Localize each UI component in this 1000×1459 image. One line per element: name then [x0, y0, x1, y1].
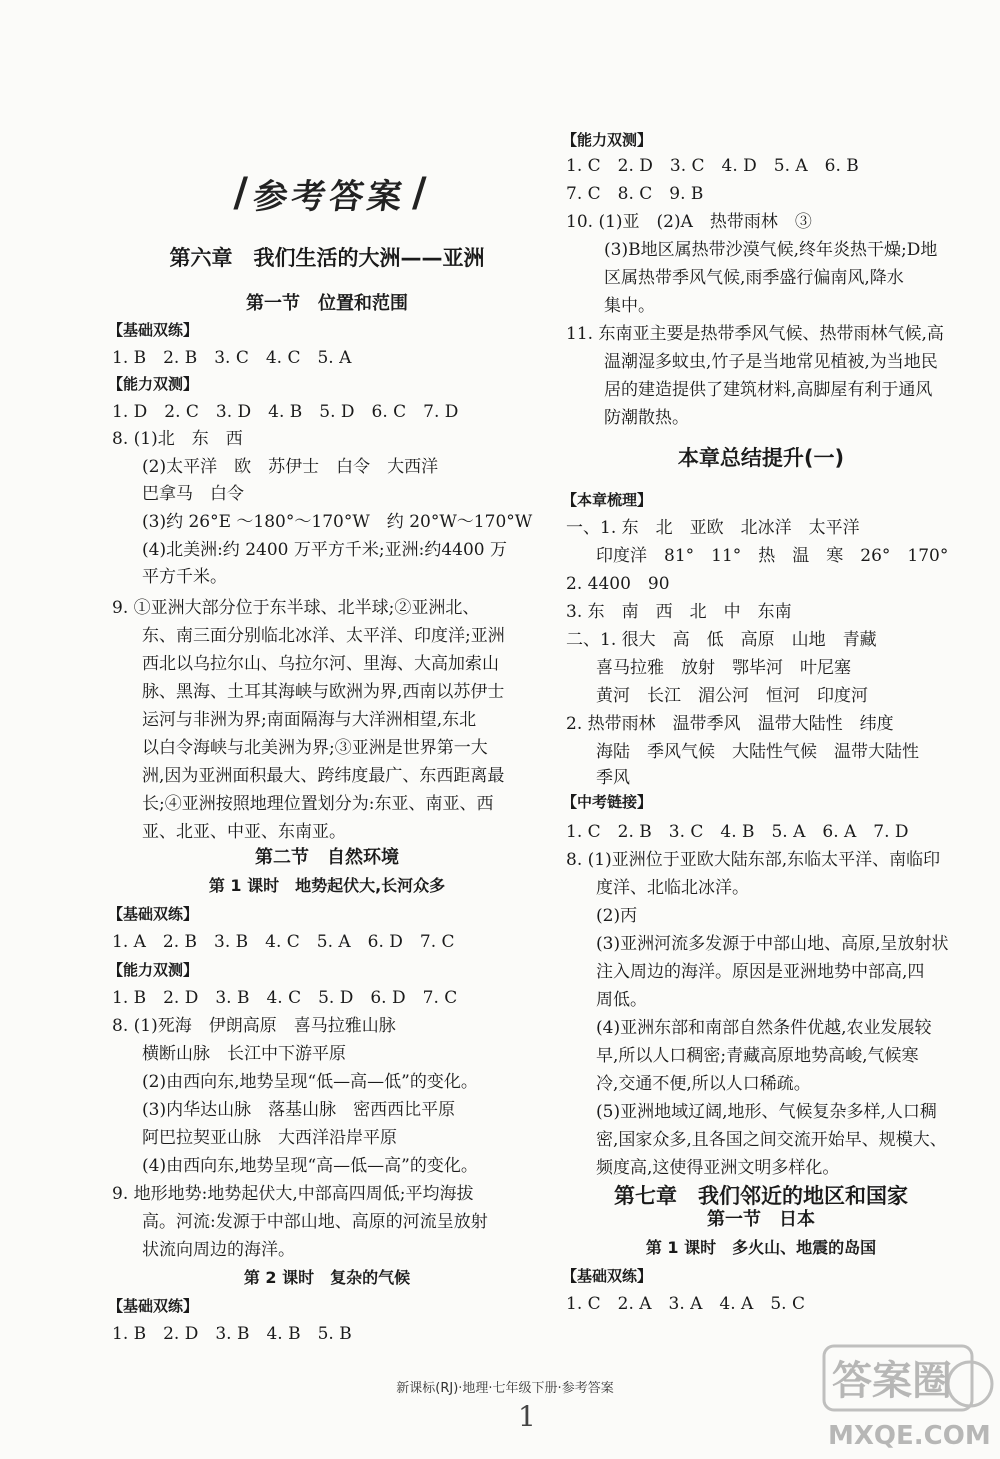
page-title: 参考答案 [250, 176, 409, 217]
answer-line: 亚、北亚、中亚、东南亚。 [142, 822, 346, 842]
answer-line: 周低。 [596, 990, 647, 1010]
answer-line: 温潮湿多蚊虫,竹子是当地常见植被,为当地民 [604, 352, 938, 372]
answer-line: 1. A 2. B 3. B 4. C 5. A 6. D 7. C [112, 932, 455, 952]
exercise-tag: 【中考链接】 [562, 793, 653, 811]
exercise-tag: 【基础双练】 [108, 321, 199, 339]
answer-line: 度洋、北临北冰洋。 [596, 878, 749, 898]
exercise-tag: 【基础双练】 [108, 905, 199, 923]
answer-line: 1. B 2. D 3. B 4. B 5. B [112, 1324, 352, 1344]
exercise-tag: 【能力双测】 [108, 961, 199, 979]
exercise-tag: 【能力双测】 [562, 131, 653, 149]
answer-line: 阿巴拉契亚山脉 大西洋沿岸平原 [142, 1128, 397, 1148]
answer-line: 防潮散热。 [604, 408, 689, 428]
lesson-heading: 第 1 课时 地势起伏大,长河众多 [208, 876, 446, 895]
answer-line: 一、1. 东 北 亚欧 北冰洋 太平洋 [566, 518, 860, 538]
answer-line: 季风 [596, 768, 630, 788]
answer-line: 2. 热带雨林 温带季风 温带大陆性 纬度 [566, 714, 894, 734]
answer-line: 横断山脉 长江中下游平原 [142, 1044, 346, 1064]
answer-line: 印度洋 81° 11° 热 温 寒 26° 170° [596, 546, 949, 566]
answer-line: (3)内华达山脉 落基山脉 密西西比平原 [142, 1100, 456, 1120]
lesson-heading: 第 1 课时 多火山、地震的岛国 [645, 1238, 877, 1257]
answer-line: 1. D 2. C 3. D 4. B 5. D 6. C 7. D [112, 402, 459, 422]
answer-line: (3)亚洲河流多发源于中部山地、高原,呈放射状 [596, 934, 949, 954]
watermark-logo-text: 答案圈 [832, 1358, 952, 1404]
answer-line: 10. (1)亚 (2)A 热带雨林 ③ [566, 212, 812, 232]
watermark-url: MXQE.COM [828, 1421, 991, 1451]
answer-line: 海陆 季风气候 大陆性气候 温带大陆性 [596, 742, 919, 762]
page-number: 1 [518, 1400, 536, 1433]
exercise-tag: 【能力双测】 [108, 375, 199, 393]
answer-line: (2)由西向东,地势呈现“低—高—低”的变化。 [142, 1072, 478, 1092]
answer-line: 二、1. 很大 高 低 高原 山地 青藏 [566, 630, 877, 650]
answer-line: 早,所以人口稠密;青藏高原地势高峻,气候寒 [596, 1046, 919, 1066]
answer-line: 以白令海峡与北美洲为界;③亚洲是世界第一大 [142, 738, 488, 758]
answer-title-banner [210, 170, 450, 216]
answer-line: (2)太平洋 欧 苏伊士 白令 大西洋 [142, 457, 439, 477]
section-heading: 第一节 位置和范围 [246, 293, 408, 314]
chapter-heading: 本章总结提升(一) [677, 446, 845, 470]
answer-line: 密,国家众多,且各国之间交流开始早、规模大、 [596, 1130, 947, 1150]
chapter-heading: 第六章 我们生活的大洲——亚洲 [169, 246, 485, 270]
answer-line: 西北以乌拉尔山、乌拉尔河、里海、大高加索山 [142, 654, 499, 674]
answer-line: 1. C 2. B 3. C 4. B 5. A 6. A 7. D [566, 822, 909, 842]
answer-line: 居的建造提供了建筑材料,高脚屋有利于通风 [604, 380, 933, 400]
title-slash-right: / [412, 170, 427, 216]
answer-line: 1. C 2. D 3. C 4. D 5. A 6. B [566, 156, 859, 176]
answer-line: (3)B地区属热带沙漠气候,终年炎热干燥;D地 [604, 240, 938, 260]
answer-line: 1. B 2. B 3. C 4. C 5. A [112, 348, 352, 368]
answer-line: 注入周边的海洋。原因是亚洲地势中部高,四 [596, 962, 925, 982]
answer-line: (4)北美洲:约 2400 万平方千米;亚洲:约4400 万 [142, 540, 508, 560]
answer-line: (2)丙 [596, 906, 638, 926]
section-heading: 第一节 日本 [707, 1209, 815, 1230]
answer-line: 喜马拉雅 放射 鄂毕河 叶尼塞 [596, 658, 851, 678]
answer-line: 冷,交通不便,所以人口稀疏。 [596, 1074, 811, 1094]
title-slash-left: / [233, 170, 248, 216]
answer-line: 2. 4400 90 [566, 574, 670, 594]
answer-line: 洲,因为亚洲面积最大、跨纬度最广、东西距离最 [142, 766, 505, 786]
answer-line: 东、南三面分别临北冰洋、太平洋、印度洋;亚洲 [142, 626, 505, 646]
answer-line: 8. (1)北 东 西 [112, 429, 243, 449]
exercise-tag: 【基础双练】 [562, 1267, 653, 1285]
answer-line: 黄河 长江 湄公河 恒河 印度河 [596, 686, 868, 706]
answer-line: (5)亚洲地域辽阔,地形、气候复杂多样,人口稠 [596, 1102, 937, 1122]
answer-line: 1. B 2. D 3. B 4. C 5. D 6. D 7. C [112, 988, 458, 1008]
answer-line: 8. (1)亚洲位于亚欧大陆东部,东临太平洋、南临印 [566, 850, 941, 870]
answer-line: 8. (1)死海 伊朗高原 喜马拉雅山脉 [112, 1016, 396, 1036]
answer-line: (3)约 26°E ～180°～170°W 约 20°W～170°W [142, 512, 533, 532]
answer-line: 高。河流:发源于中部山地、高原的河流呈放射 [142, 1212, 488, 1232]
answer-line: 区属热带季风气候,雨季盛行偏南风,降水 [604, 268, 904, 288]
page-footer: 新课标(RJ)·地理·七年级下册·参考答案 [396, 1381, 614, 1396]
section-heading: 第二节 自然环境 [255, 847, 399, 868]
answer-line: 巴拿马 白令 [142, 484, 244, 504]
answer-line: (4)亚洲东部和南部自然条件优越,农业发展较 [596, 1018, 932, 1038]
answer-line: (4)由西向东,地势呈现“高—低—高”的变化。 [142, 1156, 478, 1176]
answer-line: 频度高,这使得亚洲文明多样化。 [596, 1158, 840, 1178]
answer-line: 运河与非洲为界;南面隔海与大洋洲相望,东北 [142, 710, 477, 730]
answer-line: 1. C 2. A 3. A 4. A 5. C [566, 1294, 805, 1314]
answer-line: 7. C 8. C 9. B [566, 184, 704, 204]
answer-line: 平方千米。 [142, 567, 227, 587]
lesson-heading: 第 2 课时 复杂的气候 [243, 1268, 411, 1287]
answer-line: 9. ①亚洲大部分位于东半球、北半球;②亚洲北、 [112, 598, 480, 618]
exercise-tag: 【本章梳理】 [562, 491, 653, 509]
answer-line: 脉、黑海、土耳其海峡与欧洲为界,西南以苏伊士 [142, 682, 505, 702]
watermark-logo [820, 1342, 995, 1454]
exercise-tag: 【基础双练】 [108, 1297, 199, 1315]
answer-line: 3. 东 南 西 北 中 东南 [566, 602, 792, 622]
answer-line: 集中。 [604, 296, 655, 316]
answer-line: 长;④亚洲按照地理位置划分为:东亚、南亚、西 [142, 794, 494, 814]
chapter-heading: 第七章 我们邻近的地区和国家 [614, 1184, 908, 1208]
answer-line: 状流向周边的海洋。 [142, 1240, 295, 1260]
answer-line: 9. 地形地势:地势起伏大,中部高四周低;平均海拔 [112, 1184, 474, 1204]
answer-line: 11. 东南亚主要是热带季风气候、热带雨林气候,高 [566, 324, 944, 344]
